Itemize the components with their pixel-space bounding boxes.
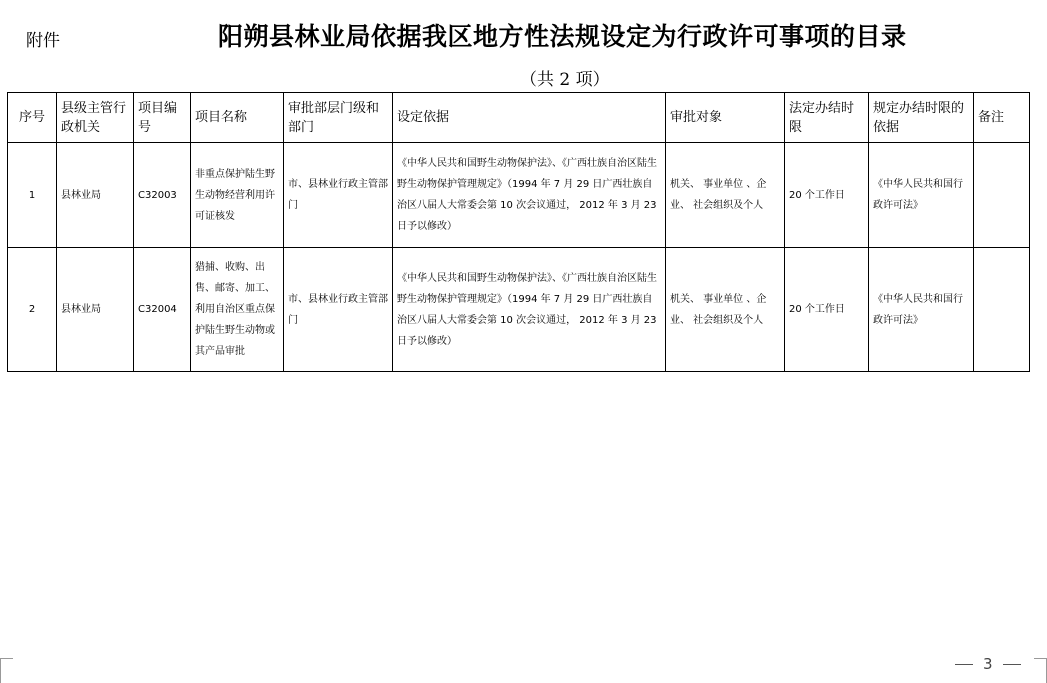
header-no: 序号 xyxy=(8,93,57,143)
header-code: 项目编号 xyxy=(134,93,191,143)
cell-agency: 县林业局 xyxy=(57,143,134,248)
cell-basis: 《中华人民共和国野生动物保护法》、《广西壮族自治区陆生野生动物保护管理规定》（1994 年 7 月 29 日广西壮族自治区八届人大常委会第 10 次会议通过， 2012 年 3 月 23 日予以修改） xyxy=(393,248,666,372)
cell-basis: 《中华人民共和国野生动物保护法》、《广西壮族自治区陆生野生动物保护管理规定》（1994 年 7 月 29 日广西壮族自治区八届人大常委会第 10 次会议通过， 2012 年 3 月 23 日予以修改） xyxy=(393,143,666,248)
cell-code: C32003 xyxy=(134,143,191,248)
cell-agency: 县林业局 xyxy=(57,248,134,372)
permit-table xyxy=(7,92,1030,372)
cell-target: 机关、 事业单位 、企业、 社会组织及个人 xyxy=(666,143,785,248)
page-number-value: 3 xyxy=(983,655,993,673)
table-header-row xyxy=(8,93,1030,143)
table-row xyxy=(8,248,1030,372)
page-corner-mark-right xyxy=(1034,658,1047,683)
page-number xyxy=(945,655,1025,673)
cell-limit-basis: 《中华人民共和国行政许可法》 xyxy=(869,248,974,372)
cell-limit-basis: 《中华人民共和国行政许可法》 xyxy=(869,143,974,248)
cell-remark xyxy=(974,248,1030,372)
header-name: 项目名称 xyxy=(191,93,284,143)
attachment-label: 附件 xyxy=(26,31,60,51)
cell-name: 猎捕、收购、出售、邮寄、加工、利用自治区重点保护陆生野生动物或其产品审批 xyxy=(191,248,284,372)
cell-target: 机关、 事业单位 、企业、 社会组织及个人 xyxy=(666,248,785,372)
cell-limit: 20 个工作日 xyxy=(785,143,869,248)
header-agency: 县级主管行政机关 xyxy=(57,93,134,143)
cell-remark xyxy=(974,143,1030,248)
page-title: 阳朔县林业局依据我区地方性法规设定为行政许可事项的目录 xyxy=(218,22,907,51)
header-limit: 法定办结时限 xyxy=(785,93,869,143)
cell-limit: 20 个工作日 xyxy=(785,248,869,372)
page-corner-mark-left xyxy=(0,658,13,683)
header-dept: 审批部层门级和部门 xyxy=(284,93,393,143)
cell-dept: 市、县林业行政主管部门 xyxy=(284,143,393,248)
header-target: 审批对象 xyxy=(666,93,785,143)
cell-no: 1 xyxy=(8,143,57,248)
cell-name: 非重点保护陆生野生动物经营利用许可证核发 xyxy=(191,143,284,248)
cell-dept: 市、县林业行政主管部门 xyxy=(284,248,393,372)
header-limit-basis: 规定办结时限的依据 xyxy=(869,93,974,143)
cell-code: C32004 xyxy=(134,248,191,372)
item-count-subtitle: （共 2 项） xyxy=(520,70,610,90)
cell-no: 2 xyxy=(8,248,57,372)
header-basis: 设定依据 xyxy=(393,93,666,143)
header-remark: 备注 xyxy=(974,93,1030,143)
table-row xyxy=(8,143,1030,248)
